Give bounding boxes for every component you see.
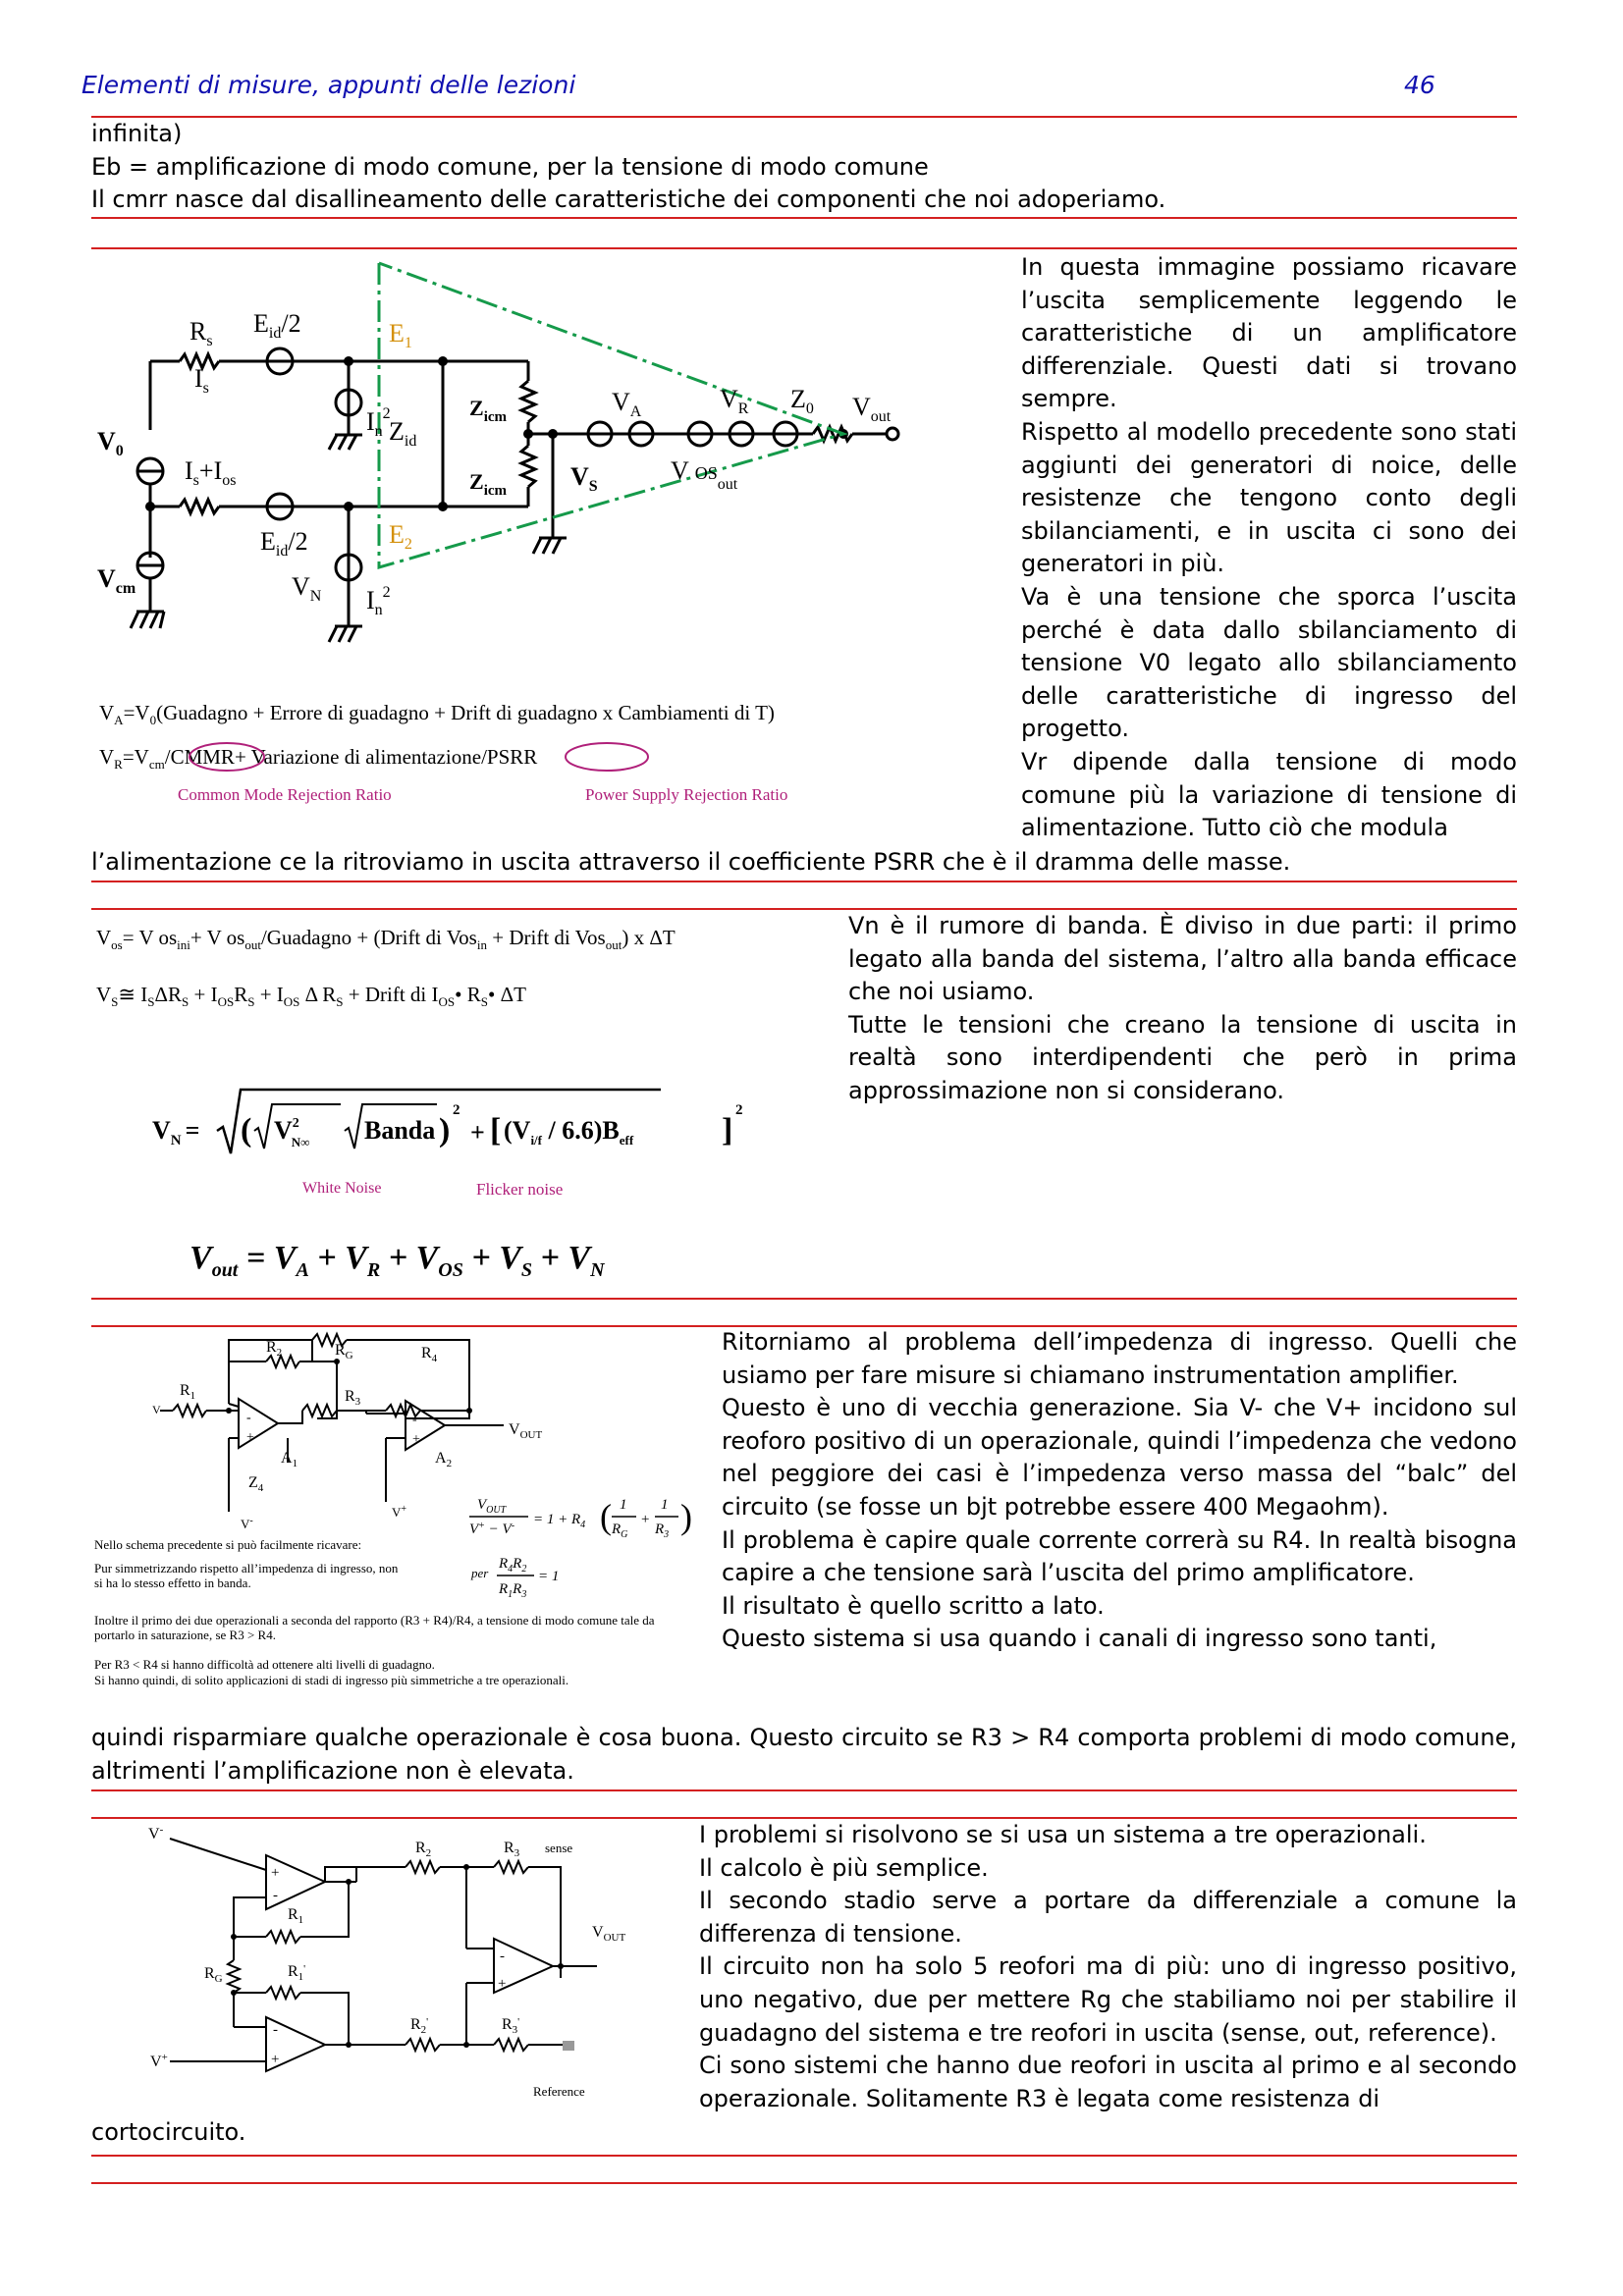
section-rule	[91, 1298, 1517, 1300]
svg-text:+: +	[498, 1976, 507, 1992]
cmrr-annotation: Common Mode Rejection Ratio	[178, 785, 392, 804]
vout-label: $V_{out}$	[852, 393, 892, 425]
section-rule	[91, 1789, 1517, 1791]
vr-label: $V_R$	[720, 385, 749, 417]
svg-text:V+: V+	[392, 1504, 407, 1520]
svg-text:+: +	[641, 1512, 650, 1527]
note-1: Nello schema precedente si può facilmente ricavare:	[94, 1537, 362, 1552]
svg-text:VOUT: $V_{OUT}$	[592, 1924, 626, 1944]
svg-text:(Vi/f / 6.6)Beff: $(V_{i/f} / 6.6)B_{eff}$	[504, 1116, 634, 1148]
section-rule	[91, 2155, 1517, 2157]
paragraph: Il circuito non ha solo 5 reofori ma di più: uno di ingresso positivo, uno negativo, due per mettere Rg che stabiliamo noi per stabilire il guadagno del sistema e tre reofori in uscita (sense, out, reference).	[699, 1952, 1517, 2047]
model-circuit-diagram	[91, 253, 1014, 823]
vcm-label: $V_{cm}$	[97, 564, 136, 597]
svg-text:V-: V-	[148, 1824, 164, 1842]
svg-text:R1: $R_1$	[288, 1906, 304, 1926]
svg-text:RG: $R_G$	[204, 1965, 223, 1985]
two-opamp-circuit	[91, 1330, 700, 1551]
vs-label: $V_S$	[570, 462, 598, 495]
paragraph: Ritorniamo al problema dell’impedenza di ingresso. Quelli che usiamo per fare misure si chiamano instrumentation amplifier.	[722, 1328, 1517, 1389]
svg-text:-: -	[273, 2022, 278, 2038]
three-opamp-circuit	[91, 1821, 680, 2106]
svg-text:[: [	[490, 1112, 502, 1148]
paragraph: Ci sono sistemi che hanno due reofori in uscita al primo e al secondo operazionale. Solitamente R3 è legata come resistenza di	[699, 2052, 1517, 2112]
svg-text:Reference: Reference	[533, 2084, 585, 2099]
svg-text:Z4: $Z_4$	[248, 1474, 264, 1494]
svg-text:R3': $R_3'$	[502, 2016, 520, 2036]
noise-equations-svg	[91, 913, 838, 1286]
intro-line-1: infinita)	[91, 120, 183, 147]
zicm-top-label: $Z_{icm}$	[469, 396, 508, 425]
paragraph: Rispetto al modello precedente sono stati aggiunti dei generatori di noice, delle resistenze che tengono conto degli sbilanciamenti, e in uscita ci sono dei generatori in più.	[1021, 417, 1517, 578]
paragraph: Il problema è capire quale corrente correrà su R4. In realtà bisogna capire a che tensione sarà l’uscita del primo amplificatore.	[722, 1525, 1517, 1587]
paragraph: Il risultato è quello scritto a lato.	[722, 1591, 1105, 1620]
in-bottom-label: $I_n^2$	[366, 584, 391, 618]
rs-label: $R_s$	[189, 317, 213, 349]
svg-text:V+: V+	[150, 2052, 168, 2070]
note-3: Inoltre il primo dei due operazionali a seconda del rapporto (R3 + R4)/R4, a tensione di modo comune tale da portarlo in saturazione, se R3 > R4.	[94, 1613, 655, 1642]
e1-label: $E_1$	[389, 319, 412, 351]
paragraph: In questa immagine possiamo ricavare l’uscita semplicemente leggendo le caratteristiche di un amplificatore differenziale. Questi dati si trovano sempre.	[1021, 253, 1517, 413]
eid-bottom-label: $E_{id}/2$	[260, 527, 308, 560]
zid-label: $Z_{id}$	[389, 417, 417, 450]
svg-text:]: ]	[722, 1112, 733, 1148]
z0-label: $Z_0$	[790, 385, 814, 417]
svg-text:Banda: Banda	[364, 1116, 436, 1145]
svg-text:+: +	[271, 2052, 280, 2067]
section3-tail: quindi risparmiare qualche operazionale è cosa buona. Questo circuito se R3 > R4 comporta problemi di modo comune, altrimenti l’amplificazione non è elevata.	[91, 1724, 1517, 1785]
vout-sum-equation	[189, 1240, 606, 1281]
svg-text:R1: $R_1$	[180, 1382, 196, 1402]
svg-text:= 1: = 1	[538, 1569, 560, 1584]
svg-text:V2N∞: $V^2$ N∞	[274, 1116, 310, 1149]
intro-line-2: Eb = amplificazione di modo comune, per la tensione di modo comune	[91, 153, 929, 181]
section3-text	[722, 1326, 1517, 1656]
svg-text:A1: $A_1$	[281, 1450, 298, 1469]
vn-equation	[152, 1090, 743, 1153]
psrr-annotation: Power Supply Rejection Ratio	[585, 785, 788, 804]
two-opamp-ratio	[461, 1546, 658, 1605]
svg-text:R3: $R_3$	[504, 1840, 520, 1859]
two-opamp-svg	[91, 1330, 700, 1551]
svg-text:R4R2: $R_4R_2$	[499, 1556, 527, 1575]
intro-line-3: Il cmrr nasce dal disallineamento delle caratteristiche dei componenti che noi adoperiamo.	[91, 186, 1166, 213]
svg-text:VN=: $V_N$ =	[152, 1116, 200, 1148]
section4-text	[699, 1819, 1517, 2115]
svg-text:RG: $R_G$	[612, 1522, 628, 1540]
paragraph: Il calcolo è più semplice.	[699, 1853, 989, 1882]
svg-text:+: +	[246, 1430, 254, 1445]
v0-label: $V_0$	[97, 427, 124, 459]
page-number: 46	[1404, 71, 1435, 99]
flicker-noise-label: Flicker noise	[476, 1180, 564, 1199]
svg-text:): )	[680, 1497, 692, 1536]
svg-text:R4: $R_4$	[421, 1345, 438, 1364]
va-equation: $V_A=V_0(Guadagno$ + Errore di guadagno + Drift di guadagno x Cambiamenti di T)	[99, 701, 775, 727]
svg-text:-: -	[246, 1411, 251, 1425]
svg-text:(: (	[241, 1112, 252, 1148]
zicm-bottom-label: $Z_{icm}$	[469, 469, 508, 499]
is-label: $I_s$	[194, 364, 209, 397]
svg-text:): )	[439, 1112, 451, 1148]
svg-text:+: +	[470, 1118, 485, 1147]
svg-text:R3: $R_3$	[345, 1388, 361, 1408]
svg-text:-: -	[500, 1949, 505, 1964]
section-rule	[91, 2182, 1517, 2184]
model-circuit-svg	[91, 253, 1014, 823]
svg-text:(: (	[600, 1497, 612, 1536]
running-title: Elementi di misure, appunti delle lezioni	[81, 71, 576, 99]
paragraph: I problemi si risolvono se si usa un sistema a tre operazionali.	[699, 1821, 1427, 1848]
svg-text:A2: $A_2$	[435, 1450, 453, 1469]
paragraph: Va è una tensione che sporca l’uscita perché è data dallo sbilanciamento di tensione V0 legato allo sbilanciamento delle caratteristiche di ingresso del progetto.	[1021, 582, 1517, 743]
svg-text:2: 2	[453, 1102, 460, 1118]
note-4: Per R3 < R4 si hanno difficoltà ad ottenere alti livelli di guadagno.	[94, 1657, 435, 1672]
svg-text:RG: $R_G$	[335, 1342, 353, 1362]
svg-text:R2': $R_2'$	[410, 2016, 429, 2036]
paragraph: Tutte le tensioni che creano la tensione di uscita in realtà sono interdipendenti che però in prima approssimazione non si considerano.	[848, 1010, 1517, 1104]
svg-text:Vout = VA + VR + VOS + VS + VN: $V_{out} = V_A + V_R + V_{OS} + V_S + V_N$	[189, 1240, 605, 1281]
white-noise-label: White Noise	[302, 1180, 382, 1197]
svg-text:R3: $R_3$	[655, 1522, 670, 1540]
svg-text:VOUT: $V_{OUT}$	[477, 1497, 507, 1516]
svg-text:V: V	[152, 1403, 161, 1416]
svg-text:R1R3: $R_1R_3$	[499, 1581, 527, 1600]
vos-equation: $V_{os}= V$ $os_{ini}+ V$ $os_{out}$/Guadagno + (Drift di Vos$_{in}$ + Drift di Vos$_{out}$) x ΔT	[96, 926, 676, 952]
section1-text	[1021, 251, 1517, 845]
vos-label: V $OS_{out}$	[671, 456, 738, 493]
paragraph: Questo è uno di vecchia generazione. Sia V- che V+ incidono sul reoforo positivo di un operazionale, quindi l’impedenza che vedono nel peggiore dei casi è l’impedenza verso massa del “balc” del circuito (se fosse un bjt potrebbe essere 400 Megaohm).	[722, 1394, 1517, 1521]
section2-text	[848, 910, 1517, 1108]
section4-tail: cortocircuito.	[91, 2118, 246, 2146]
va-label: $V_A$	[612, 388, 642, 420]
svg-text:-: -	[412, 1413, 417, 1427]
section1-tail: l’alimentazione ce la ritroviamo in uscita attraverso il coefficiente PSRR che è il dramma delle masse.	[91, 848, 1291, 876]
svg-text:1: 1	[661, 1497, 669, 1513]
svg-text:+: +	[271, 1865, 280, 1881]
svg-text:V-: V-	[241, 1516, 253, 1531]
eid-top-label: $E_{id}/2$	[253, 309, 301, 342]
svg-text:VOUT: $V_{OUT}$	[509, 1421, 543, 1441]
paragraph: Questo sistema si usa quando i canali di ingresso sono tanti,	[722, 1625, 1437, 1653]
paragraph: Vn è il rumore di banda. È diviso in due parti: il primo legato alla banda del sistema, l’altro alla banda efficace che noi usiamo.	[848, 912, 1517, 1006]
section-rule	[91, 217, 1517, 219]
section-rule	[91, 247, 1517, 249]
svg-text:R2: $R_2$	[266, 1339, 283, 1359]
in-top-label: $I_n^2$	[366, 405, 391, 440]
e2-label: $E_2$	[389, 520, 412, 553]
paragraph: Il secondo stadio serve a portare da differenziale a comune la differenza di tensione.	[699, 1887, 1517, 1948]
header-rule	[91, 116, 1517, 118]
svg-text:1: 1	[620, 1497, 627, 1513]
svg-text:per: per	[471, 1566, 489, 1580]
three-opamp-svg	[91, 1821, 680, 2106]
isios-label: $I_s+I_{os}$	[185, 456, 237, 489]
vs-equation: $V_S≅$ $I_S\Delta R_S + I_{OS}R_S + I_{OS}$ Δ $R_S$ + Drift di $I_{OS}•$ $R_S•$ ΔT	[96, 983, 526, 1009]
svg-text:= 1 + R4: = $1 + R_4$	[533, 1512, 586, 1530]
vr-equation: $V_R=V_{cm}/CMMR+$ Variazione di alimentazione/PSRR	[99, 745, 538, 772]
svg-text:2: 2	[735, 1102, 743, 1118]
note-2: Pur simmetrizzando rispetto all’impedenza di ingresso, non si ha lo stesso effetto in banda.	[94, 1561, 399, 1590]
note-5: Si hanno quindi, di solito applicazioni di stadi di ingresso più simmetriche a tre operazionali.	[94, 1673, 569, 1687]
svg-text:R2: $R_2$	[415, 1840, 432, 1859]
svg-text:R1': $R_1'$	[288, 1963, 306, 1983]
section-rule	[91, 881, 1517, 882]
svg-text:sense: sense	[545, 1841, 573, 1855]
svg-text:+: +	[412, 1432, 420, 1447]
noise-equations	[91, 913, 838, 1286]
paragraph: Vr dipende dalla tensione di modo comune più la variazione di tensione di alimentazione. Tutto ciò che modula	[1021, 747, 1517, 842]
svg-text:-: -	[273, 1888, 278, 1903]
vn-label: $V_N$	[292, 572, 322, 605]
svg-text:V+ − V-: V+ − V-	[469, 1521, 515, 1537]
